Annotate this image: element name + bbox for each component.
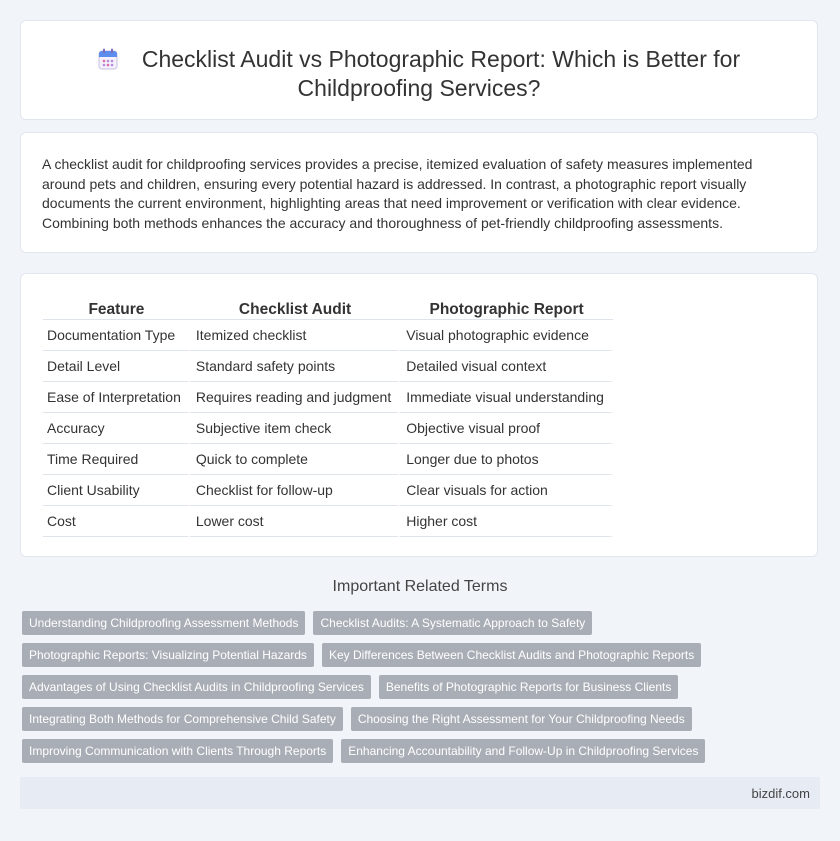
table-header-row (43, 297, 613, 320)
feature-cell: Client Usability (43, 475, 190, 506)
table-row (43, 382, 613, 413)
header-feature: Feature (43, 297, 190, 320)
header-photographic-report: Photographic Report (400, 297, 613, 320)
tag-row (22, 611, 822, 643)
checklist-cell: Requires reading and judgment (190, 382, 400, 413)
checklist-cell: Quick to complete (190, 444, 400, 475)
related-term-tag[interactable]: Benefits of Photographic Reports for Business Clients (379, 675, 678, 699)
checklist-cell: Checklist for follow-up (190, 475, 400, 506)
photographic-cell: Longer due to photos (400, 444, 613, 475)
title-line-2: Childproofing Services? (297, 75, 541, 101)
table-row (43, 413, 613, 444)
feature-cell: Time Required (43, 444, 190, 475)
related-term-tag[interactable]: Photographic Reports: Visualizing Potential Hazards (22, 643, 314, 667)
tag-row (22, 643, 822, 675)
calendar-icon (98, 48, 118, 70)
checklist-cell: Lower cost (190, 506, 400, 537)
photographic-cell: Immediate visual understanding (400, 382, 613, 413)
related-term-tag[interactable]: Enhancing Accountability and Follow-Up in Childproofing Services (341, 739, 705, 763)
header-checklist-audit: Checklist Audit (190, 297, 400, 320)
table-row (43, 506, 613, 537)
photographic-cell: Objective visual proof (400, 413, 613, 444)
table-row (43, 475, 613, 506)
related-term-tag[interactable]: Understanding Childproofing Assessment Methods (22, 611, 305, 635)
table-row (43, 351, 613, 382)
related-terms-tags (22, 611, 822, 771)
checklist-cell: Itemized checklist (190, 320, 400, 351)
feature-cell: Ease of Interpretation (43, 382, 190, 413)
feature-cell: Documentation Type (43, 320, 190, 351)
summary-paragraph: A checklist audit for childproofing services provides a precise, itemized evaluation of safety measures implemented around pets and children, ensuring every potential hazard is addressed. In contrast, a photographic report visually documents the current environment, highlighting areas that need improvement or verification with clear evidence. Combining both methods enhances the accuracy and thoroughness of pet-friendly childproofing assessments. (42, 156, 753, 231)
feature-cell: Detail Level (43, 351, 190, 382)
table-row (43, 444, 613, 475)
related-terms-title: Important Related Terms (332, 578, 508, 595)
title-card (20, 20, 818, 120)
tag-row (22, 675, 822, 707)
comparison-table (43, 297, 613, 537)
related-term-tag[interactable]: Integrating Both Methods for Comprehensive Child Safety (22, 707, 343, 731)
table-row (43, 320, 613, 351)
tag-row (22, 739, 822, 771)
comparison-card (20, 273, 818, 557)
footer-bar (20, 777, 820, 809)
photographic-cell: Clear visuals for action (400, 475, 613, 506)
photographic-cell: Visual photographic evidence (400, 320, 613, 351)
feature-cell: Cost (43, 506, 190, 537)
feature-cell: Accuracy (43, 413, 190, 444)
related-term-tag[interactable]: Key Differences Between Checklist Audits and Photographic Reports (322, 643, 701, 667)
title-line-1: Checklist Audit vs Photographic Report: Which is Better for (141, 46, 741, 72)
page-title (21, 45, 817, 103)
related-term-tag[interactable]: Improving Communication with Clients Through Reports (22, 739, 333, 763)
related-term-tag[interactable]: Advantages of Using Checklist Audits in Childproofing Services (22, 675, 371, 699)
site-link[interactable]: bizdif.com (751, 786, 810, 801)
checklist-cell: Subjective item check (190, 413, 400, 444)
summary-card (20, 132, 818, 253)
checklist-cell: Standard safety points (190, 351, 400, 382)
related-term-tag[interactable]: Choosing the Right Assessment for Your Childproofing Needs (351, 707, 692, 731)
related-term-tag[interactable]: Checklist Audits: A Systematic Approach to Safety (313, 611, 592, 635)
photographic-cell: Higher cost (400, 506, 613, 537)
tag-row (22, 707, 822, 739)
photographic-cell: Detailed visual context (400, 351, 613, 382)
